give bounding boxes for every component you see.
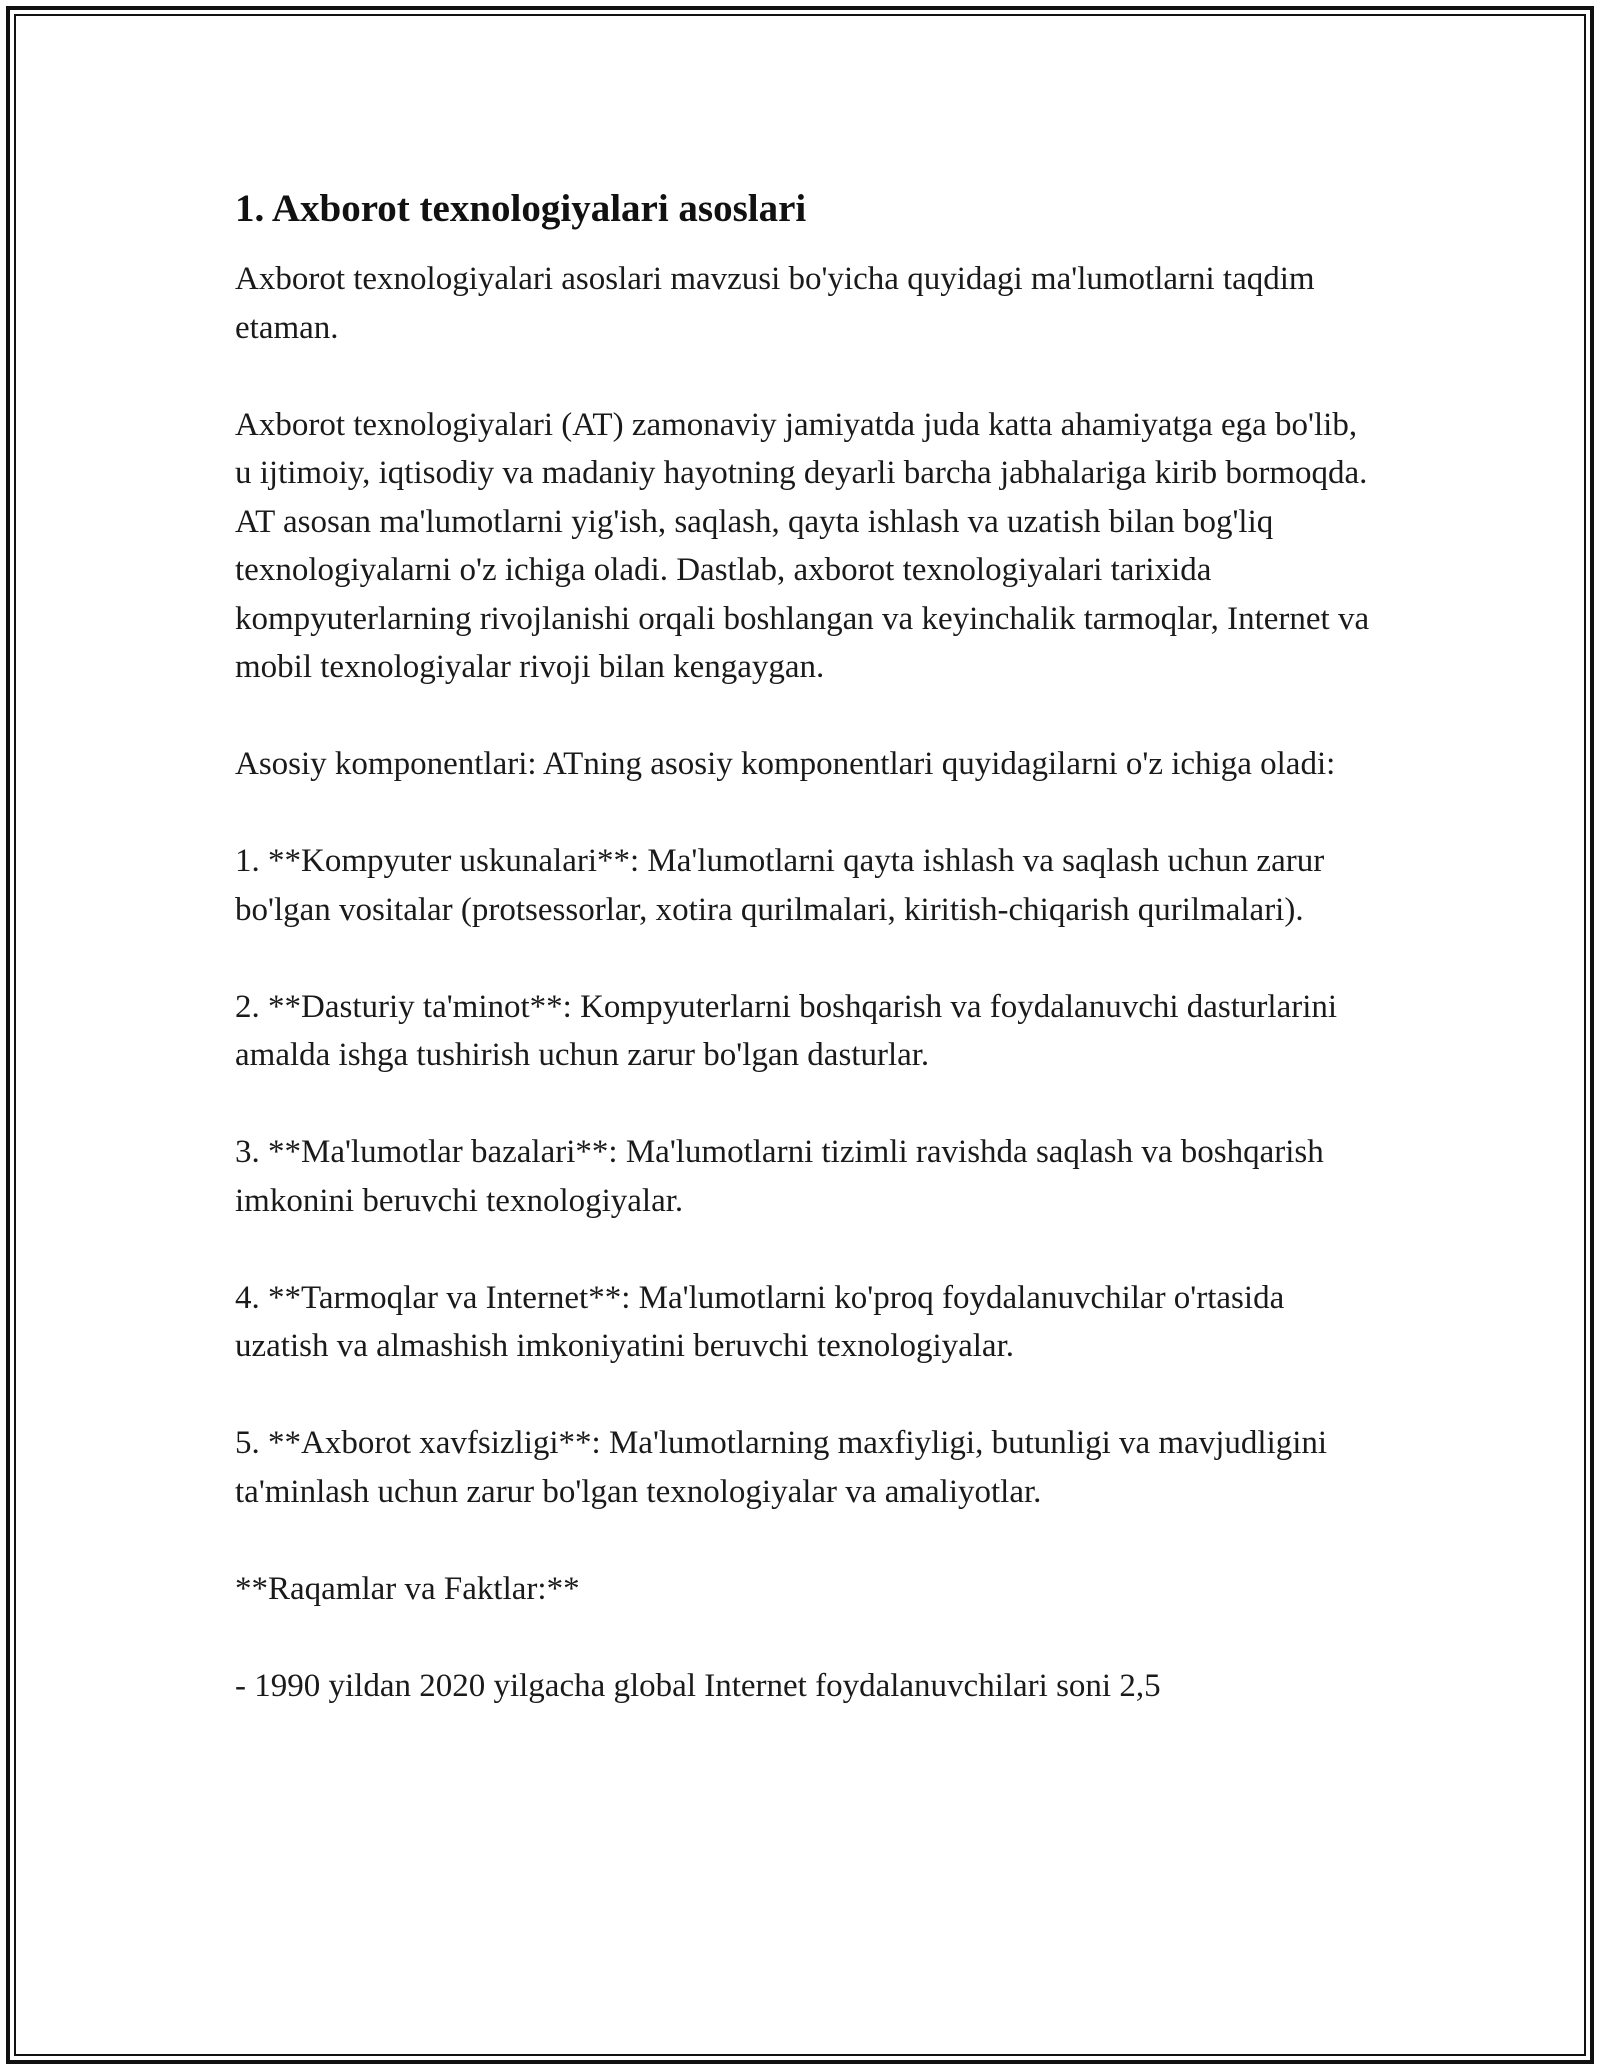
overview-paragraph: Axborot texnologiyalari (AT) zamonaviy jamiyatda juda katta ahamiyatga ega bo'lib, u ijtimoiy, iqtisodiy va madaniy hayotning deyarli barcha jabhalariga kirib bormoqda. AT asosan ma'lumotlarni yig'ish, saqlash, qayta ishlash va uzatish bilan bog'liq texnologiyalarni o'z ichiga oladi. Dastlab, axborot texnologiyalari tarixida kompyuterlarning rivojlanishi orqali boshlangan va keyinchalik tarmoqlar, Internet va mobil texnologiyalar rivoji bilan kengaygan. (235, 406, 1370, 685)
components-intro-paragraph: Asosiy komponentlari: ATning asosiy komponentlari quyidagilarni o'z ichiga oladi: (235, 746, 1336, 782)
list-item-security: 5. **Axborot xavfsizligi**: Ma'lumotlarning maxfiyligi, butunligi va mavjudligini ta'minlash uchun zarur bo'lgan texnologiyalar va amaliyotlar. (235, 1425, 1328, 1510)
list-item-databases: 3. **Ma'lumotlar bazalari**: Ma'lumotlarni tizimli ravishda saqlash va boshqarish imkonini beruvchi texnologiyalar. (235, 1134, 1324, 1219)
list-item-software: 2. **Dasturiy ta'minot**: Kompyuterlarni boshqarish va foydalanuvchi dasturlarini amalda ishga tushirish uchun zarur bo'lgan dasturlar. (235, 988, 1338, 1073)
facts-heading-paragraph: **Raqamlar va Faktlar:** (235, 1570, 580, 1607)
fact-item: - 1990 yildan 2020 yilgacha global Internet foydalanuvchilari soni 2,5 (235, 1667, 1161, 1704)
document-body (235, 185, 1375, 1710)
list-item-hardware: 1. **Kompyuter uskunalari**: Ma'lumotlarni qayta ishlash va saqlash uchun zarur bo'lgan vositalar (protsessorlar, xotira qurilmalari, kiritish-chiqarish qurilmalari). (235, 843, 1325, 928)
section-heading: 1. Axborot texnologiyalari asoslari (235, 187, 807, 230)
list-item-networks: 4. **Tarmoqlar va Internet**: Ma'lumotlarni ko'proq foydalanuvchilar o'rtasida uzatish va almashish imkoniyatini beruvchi texnologiyalar. (235, 1279, 1285, 1364)
intro-paragraph: Axborot texnologiyalari asoslari mavzusi bo'yicha quyidagi ma'lumotlarni taqdim etaman. (235, 261, 1315, 346)
